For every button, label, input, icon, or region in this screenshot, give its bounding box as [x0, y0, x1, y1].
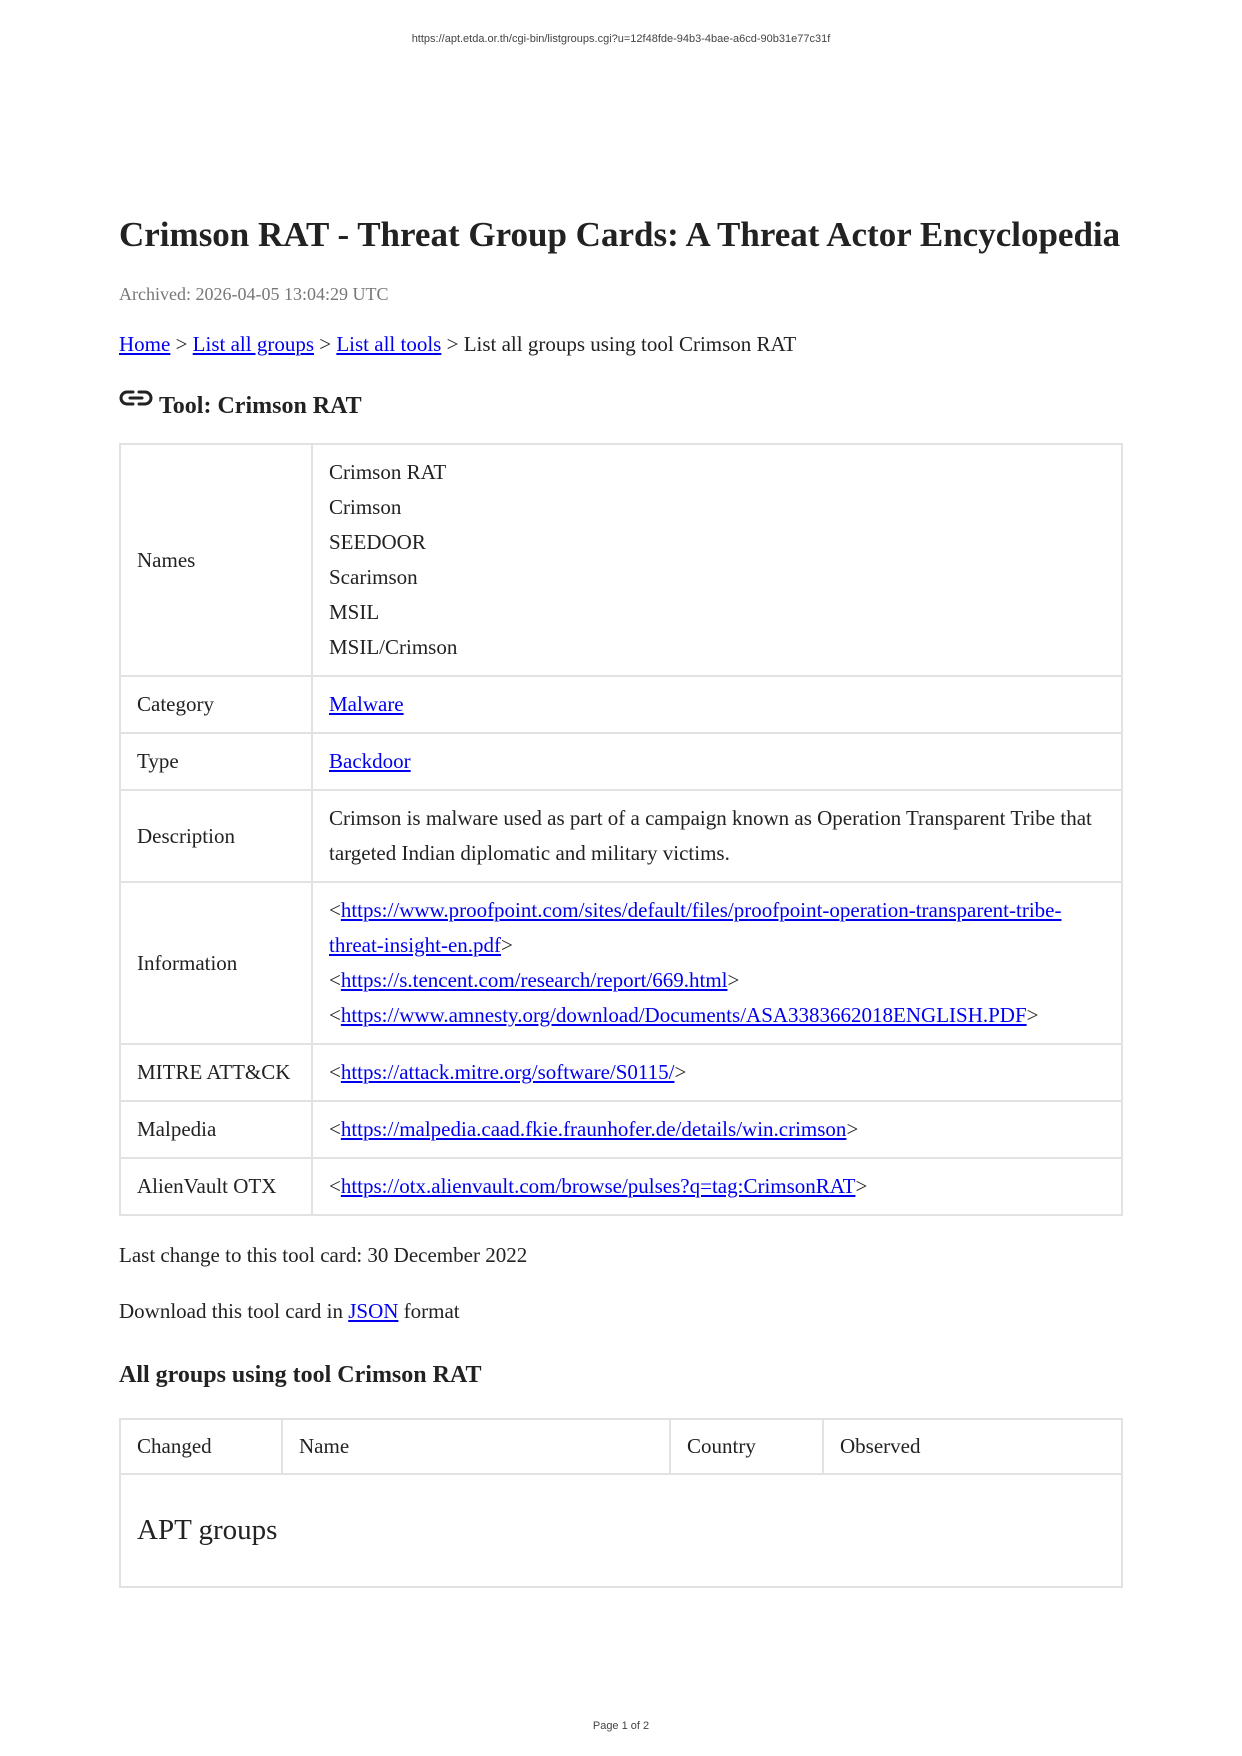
table-row	[120, 1044, 1122, 1101]
angle-close: >	[674, 1060, 687, 1084]
print-url-header: https://apt.etda.or.th/cgi-bin/listgroups.cgi?u=12f48fde-94b3-4bae-a6cd-90b31e77c31f	[411, 33, 831, 45]
angle-close: >	[727, 968, 740, 992]
breadcrumb-separator: >	[446, 332, 459, 356]
column-header-country: Country	[670, 1419, 823, 1474]
link-icon	[119, 388, 153, 408]
breadcrumb-current: List all groups using tool Crimson RAT	[463, 332, 797, 356]
information-link-proofpoint[interactable]: https://www.proofpoint.com/sites/default/files/proofpoint-operation-transparent-tribe-threat-insight-en.pdf	[329, 898, 1062, 957]
angle-open: <	[329, 1174, 341, 1198]
category-link[interactable]: Malware	[329, 692, 404, 716]
description-value: Crimson is malware used as part of a campaign known as Operation Transparent Tribe that targeted Indian diplomatic and military victims.	[312, 790, 1122, 882]
information-link-amnesty[interactable]: https://www.amnesty.org/download/Documents/ASA3383662018ENGLISH.PDF	[340, 1003, 1027, 1027]
information-entry	[329, 893, 1105, 963]
name-item: MSIL	[329, 600, 380, 624]
tool-heading	[119, 389, 1123, 423]
column-header-name: Name	[282, 1419, 670, 1474]
page-number-footer: Page 1 of 2	[592, 1720, 650, 1732]
breadcrumb-home-link[interactable]: Home	[119, 332, 171, 356]
information-value	[312, 882, 1122, 1044]
category-value	[312, 676, 1122, 733]
names-label: Names	[120, 444, 312, 676]
angle-open: <	[329, 968, 341, 992]
groups-table	[119, 1418, 1123, 1588]
table-row	[120, 1101, 1122, 1158]
angle-close: >	[501, 933, 513, 957]
download-line	[119, 1296, 1123, 1326]
angle-close: >	[1026, 1003, 1039, 1027]
name-item: Crimson RAT	[329, 460, 447, 484]
angle-close: >	[846, 1117, 859, 1141]
category-label: Category	[120, 676, 312, 733]
table-row	[120, 733, 1122, 790]
mitre-link[interactable]: https://attack.mitre.org/software/S0115/	[340, 1060, 675, 1084]
otx-label: AlienVault OTX	[120, 1158, 312, 1215]
information-link-tencent[interactable]: https://s.tencent.com/research/report/669.html	[340, 968, 728, 992]
mitre-value	[312, 1044, 1122, 1101]
table-header-row	[120, 1419, 1122, 1474]
information-entry	[329, 998, 1105, 1033]
mitre-label: MITRE ATT&CK	[120, 1044, 312, 1101]
download-prefix: Download this tool card in	[119, 1299, 343, 1323]
column-header-changed: Changed	[120, 1419, 282, 1474]
last-change-text: Last change to this tool card: 30 December 2022	[119, 1243, 528, 1267]
breadcrumb-separator: >	[175, 332, 188, 356]
table-row	[120, 444, 1122, 676]
angle-open: <	[329, 1003, 341, 1027]
otx-value	[312, 1158, 1122, 1215]
names-value	[312, 444, 1122, 676]
apt-groups-section-header: APT groups	[120, 1474, 1122, 1587]
tool-heading-text: Tool: Crimson RAT	[159, 393, 362, 419]
type-label: Type	[120, 733, 312, 790]
page-title: Crimson RAT - Threat Group Cards: A Threat Actor Encyclopedia	[119, 215, 1121, 254]
description-label: Description	[120, 790, 312, 882]
malpedia-link[interactable]: https://malpedia.caad.fkie.fraunhofer.de/details/win.crimson	[340, 1117, 847, 1141]
tool-card-table	[119, 443, 1123, 1216]
angle-open: <	[329, 1060, 341, 1084]
name-item: MSIL/Crimson	[329, 635, 458, 659]
main-content	[119, 212, 1123, 1588]
json-download-link[interactable]: JSON	[348, 1299, 399, 1323]
angle-open: <	[329, 898, 341, 922]
table-row	[120, 790, 1122, 882]
type-value	[312, 733, 1122, 790]
breadcrumb	[119, 329, 1123, 359]
otx-link[interactable]: https://otx.alienvault.com/browse/pulses?q=tag:CrimsonRAT	[340, 1174, 856, 1198]
name-item: Crimson	[329, 495, 402, 519]
breadcrumb-separator: >	[319, 332, 332, 356]
breadcrumb-list-tools-link[interactable]: List all tools	[336, 332, 442, 356]
column-header-observed: Observed	[823, 1419, 1122, 1474]
name-item: SEEDOOR	[329, 530, 426, 554]
table-row	[120, 882, 1122, 1044]
table-row	[120, 1158, 1122, 1215]
table-row	[120, 1474, 1122, 1587]
malpedia-value	[312, 1101, 1122, 1158]
groups-heading: All groups using tool Crimson RAT	[119, 1362, 482, 1388]
information-label: Information	[120, 882, 312, 1044]
download-suffix: format	[403, 1299, 460, 1323]
breadcrumb-list-groups-link[interactable]: List all groups	[192, 332, 314, 356]
type-link[interactable]: Backdoor	[329, 749, 411, 773]
angle-open: <	[329, 1117, 341, 1141]
table-row	[120, 676, 1122, 733]
angle-close: >	[855, 1174, 868, 1198]
malpedia-label: Malpedia	[120, 1101, 312, 1158]
information-entry	[329, 963, 1105, 998]
name-item: Scarimson	[329, 565, 418, 589]
archived-timestamp: Archived: 2026-04-05 13:04:29 UTC	[119, 284, 389, 304]
